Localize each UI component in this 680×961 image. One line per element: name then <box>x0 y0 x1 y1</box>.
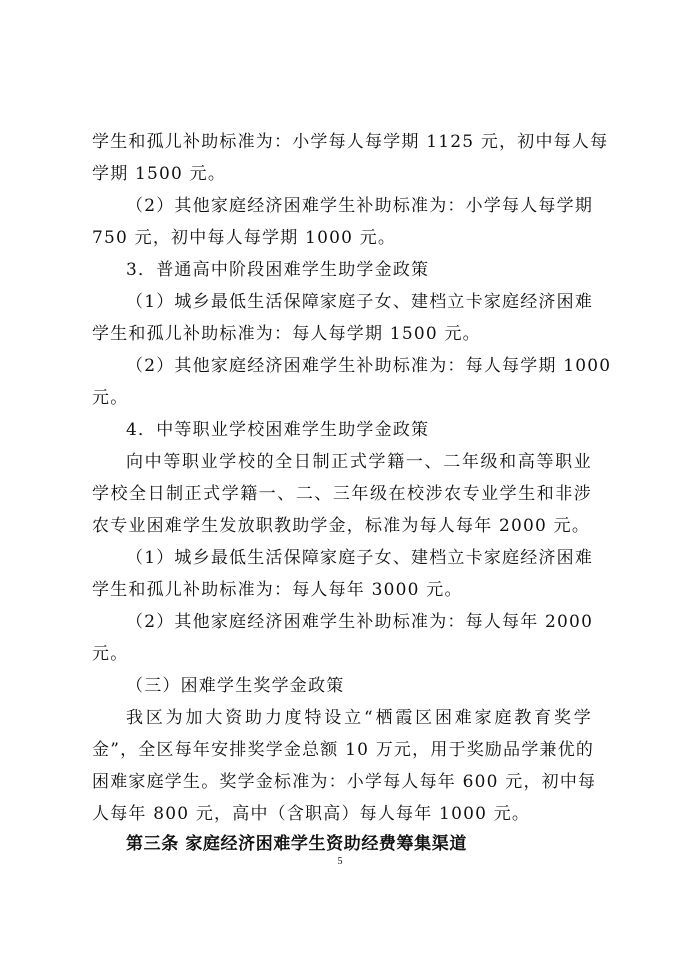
text-line: 向中等职业学校的全日制正式学籍一、二年级和高等职业 <box>126 452 592 472</box>
text-line: （2）其他家庭经济困难学生补助标准为：每人每学期 1000 <box>126 356 612 376</box>
text-line: 学生和孤儿补助标准为：小学每人每学期 1125 元，初中每人每 <box>92 132 609 152</box>
text-line: 元。 <box>92 388 129 408</box>
text-line: （2）其他家庭经济困难学生补助标准为：每人每年 2000 <box>126 612 594 632</box>
text-line: 困难家庭学生。奖学金标准为：小学每人每年 600 元，初中每 <box>92 772 597 792</box>
text-line: 学生和孤儿补助标准为：每人每学期 1500 元。 <box>92 324 481 344</box>
section-heading: （三）困难学生奖学金政策 <box>126 676 345 696</box>
text-line: （1）城乡最低生活保障家庭子女、建档立卡家庭经济困难 <box>126 292 594 312</box>
text-line: 学生和孤儿补助标准为：每人每年 3000 元。 <box>92 580 463 600</box>
text-line: 元。 <box>92 644 129 664</box>
text-line: （1）城乡最低生活保障家庭子女、建档立卡家庭经济困难 <box>126 548 594 568</box>
text-line: 金”，全区每年安排奖学金总额 10 万元，用于奖励品学兼优的 <box>92 740 595 760</box>
article-heading: 第三条 家庭经济困难学生资助经费筹集渠道 <box>126 834 467 854</box>
text-line: 我区为加大资助力度特设立“栖霞区困难家庭教育奖学 <box>126 708 592 728</box>
text-line: （2）其他家庭经济困难学生补助标准为：小学每人每学期 <box>126 196 594 216</box>
page-number: 5 <box>337 856 343 867</box>
section-heading: 4．中等职业学校困难学生助学金政策 <box>126 420 430 440</box>
section-heading: 3．普通高中阶段困难学生助学金政策 <box>126 260 430 280</box>
text-line: 人每年 800 元，高中（含职高）每人每年 1000 元。 <box>92 804 531 824</box>
text-line: 学校全日制正式学籍一、二、三年级在校涉农专业学生和非涉 <box>92 484 592 504</box>
text-line: 学期 1500 元。 <box>92 164 227 184</box>
text-line: 750 元，初中每人每学期 1000 元。 <box>92 228 397 248</box>
text-line: 农专业困难学生发放职教助学金，标准为每人每年 2000 元。 <box>92 516 591 536</box>
